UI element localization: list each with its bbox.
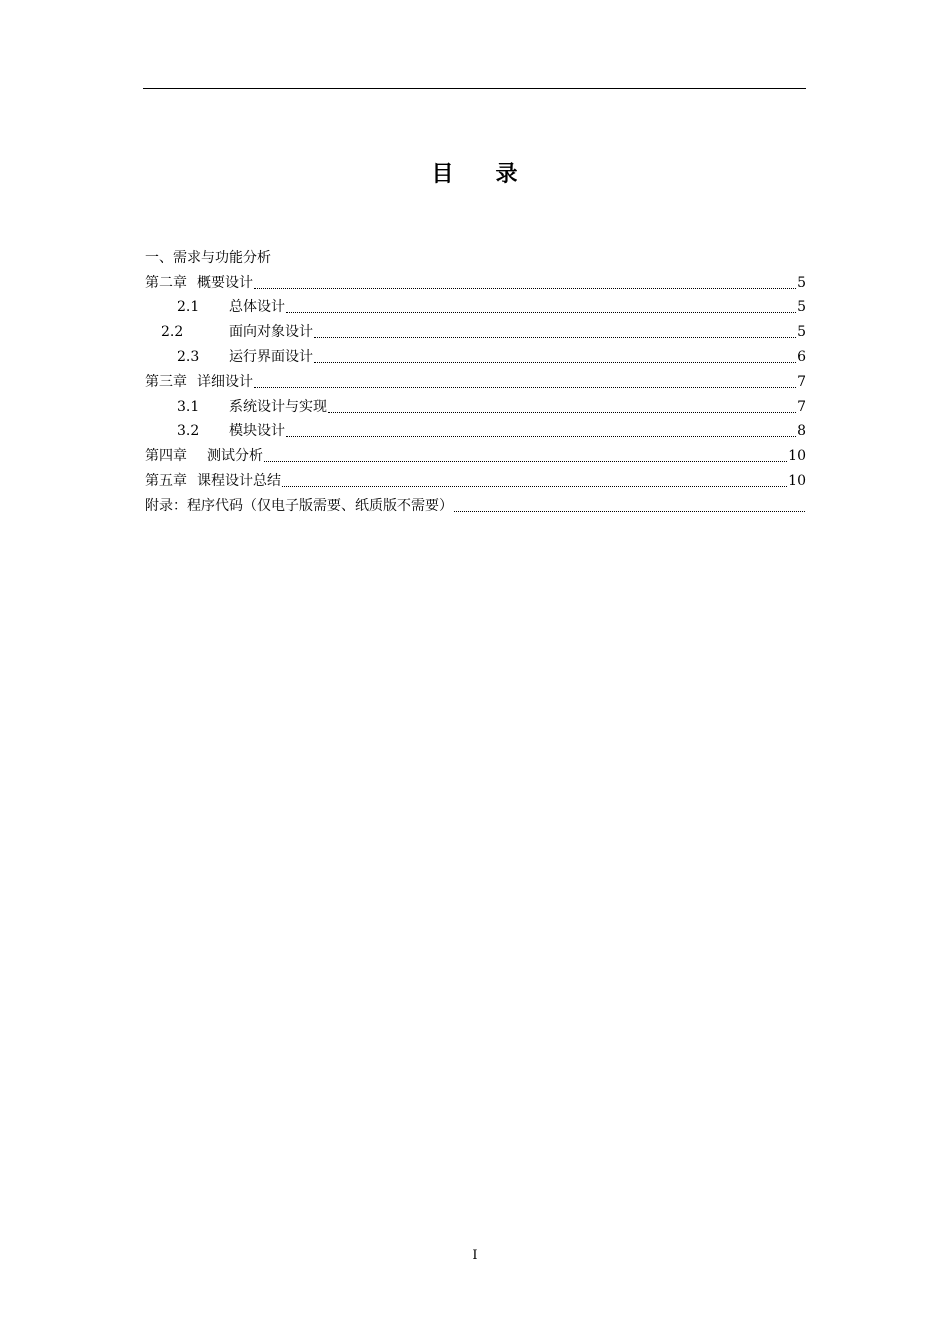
toc-entry-label: 系统设计与实现 xyxy=(229,398,327,415)
dot-leader xyxy=(254,387,796,388)
page-number: I xyxy=(472,1248,478,1263)
toc-entry-label: 测试分析 xyxy=(207,448,263,465)
toc-entry-number: 附录： xyxy=(145,497,187,514)
toc-entry[interactable] xyxy=(145,440,806,465)
header-rule xyxy=(143,88,806,89)
toc-entry[interactable] xyxy=(145,366,806,391)
toc-title: 目录 xyxy=(431,162,560,187)
toc-entry[interactable] xyxy=(145,416,806,441)
toc-entry-label: 需求与功能分析 xyxy=(173,249,271,266)
dot-leader xyxy=(282,486,787,487)
toc-entry-label: 面向对象设计 xyxy=(229,324,313,341)
toc-entry-page: 10 xyxy=(788,448,806,465)
toc-entry[interactable] xyxy=(145,267,806,292)
dot-leader xyxy=(286,312,796,313)
toc-entry-number: 第四章 xyxy=(145,448,187,465)
toc-entry-number: 2.1 xyxy=(177,299,200,316)
toc-entry-page: 7 xyxy=(797,398,806,415)
toc-entry-number: 3.1 xyxy=(177,398,200,415)
toc-entry-page: 7 xyxy=(797,373,806,390)
toc-entry[interactable] xyxy=(145,341,806,366)
toc-entry-number: 第五章 xyxy=(145,472,187,489)
toc-entry-label: 程序代码（仅电子版需要、纸质版不需要） xyxy=(187,497,453,514)
toc-entry[interactable] xyxy=(145,490,806,515)
toc-entry-page: 10 xyxy=(788,472,806,489)
toc-entry-page: 5 xyxy=(797,274,806,291)
toc-entry-label: 课程设计总结 xyxy=(197,472,281,489)
toc-entry-number: 第三章 xyxy=(145,373,187,390)
toc-entry-number: 3.2 xyxy=(177,423,200,440)
dot-leader xyxy=(314,337,796,338)
toc-entry-label: 总体设计 xyxy=(229,299,285,316)
toc-entry[interactable] xyxy=(145,391,806,416)
dot-leader xyxy=(254,288,796,289)
toc-entry-page: 5 xyxy=(797,324,806,341)
toc-entry-page: 8 xyxy=(797,423,806,440)
toc-entry-number: 2.3 xyxy=(177,348,200,365)
table-of-contents xyxy=(145,242,806,515)
toc-entry-number: 2.2 xyxy=(161,324,184,341)
dot-leader xyxy=(314,362,796,363)
toc-entry[interactable] xyxy=(145,465,806,490)
toc-entry-label: 运行界面设计 xyxy=(229,348,313,365)
toc-entry-page: 5 xyxy=(797,299,806,316)
dot-leader xyxy=(286,436,796,437)
toc-entry-number: 一、 xyxy=(145,249,173,266)
dot-leader xyxy=(454,511,805,512)
toc-entry-label: 模块设计 xyxy=(229,423,285,440)
toc-entry-label: 概要设计 xyxy=(197,274,253,291)
toc-entry-page: 6 xyxy=(797,348,806,365)
toc-entry[interactable] xyxy=(145,292,806,317)
toc-entry[interactable] xyxy=(145,316,806,341)
toc-entry[interactable] xyxy=(145,242,806,267)
dot-leader xyxy=(264,461,787,462)
dot-leader xyxy=(328,412,796,413)
toc-entry-number: 第二章 xyxy=(145,274,187,291)
toc-entry-label: 详细设计 xyxy=(197,373,253,390)
